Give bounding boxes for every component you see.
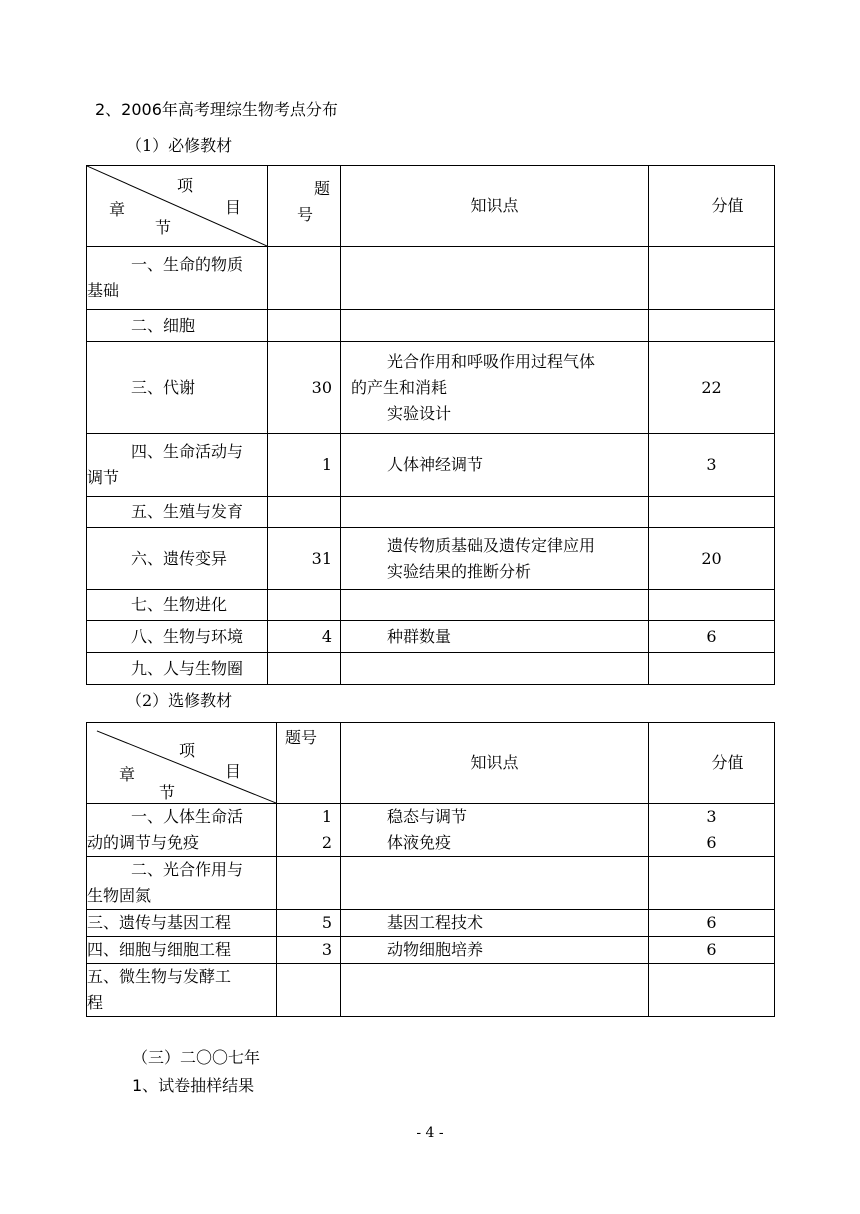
knowledge-cell bbox=[341, 910, 649, 937]
chapter-name: 五、生殖与发育 bbox=[131, 502, 244, 521]
knowledge-line: 动物细胞培养 bbox=[387, 940, 484, 959]
table-row bbox=[87, 342, 775, 434]
elective-materials-table bbox=[86, 722, 775, 1017]
score-cell bbox=[649, 310, 775, 342]
question-number-cell: 31 bbox=[268, 528, 341, 590]
header-num-line1: 题 bbox=[313, 179, 330, 198]
chapter-name: 九、人与生物圈 bbox=[131, 658, 244, 678]
knowledge-cell bbox=[341, 342, 649, 434]
table-header-row bbox=[87, 166, 775, 247]
knowledge-cell bbox=[341, 434, 649, 497]
knowledge-line: 实验设计 bbox=[387, 403, 452, 423]
chapter-name: 二、光合作用与 bbox=[131, 860, 244, 879]
table-row bbox=[87, 653, 775, 685]
question-number-cell bbox=[268, 247, 341, 310]
knowledge-header: 知识点 bbox=[341, 166, 649, 247]
chapter-name: 一、生命的物质 bbox=[131, 255, 244, 274]
knowledge-cell bbox=[341, 857, 649, 910]
chapter-cell bbox=[87, 590, 268, 621]
diag-label-category: 目 bbox=[225, 762, 242, 781]
score-header: 分值 bbox=[649, 723, 775, 804]
table-row bbox=[87, 964, 775, 1017]
chapter-cell bbox=[87, 310, 268, 342]
chapter-cell bbox=[87, 653, 268, 685]
chapter-name: 四、生命活动与 bbox=[131, 442, 244, 461]
question-number: 1 bbox=[321, 807, 332, 826]
chapter-name-cont: 动的调节与免疫 bbox=[87, 833, 200, 852]
required-materials-table bbox=[86, 165, 775, 685]
score-cell: 22 bbox=[649, 342, 775, 434]
table-row bbox=[87, 857, 775, 910]
table-row bbox=[87, 937, 775, 964]
chapter-cell bbox=[87, 910, 277, 937]
score-cell bbox=[649, 804, 775, 857]
score-cell: 6 bbox=[649, 937, 775, 964]
question-number-cell: 4 bbox=[268, 621, 341, 653]
table2-caption: （2）选修教材 bbox=[126, 691, 233, 710]
score-cell bbox=[649, 653, 775, 685]
knowledge-line: 的产生和消耗 bbox=[351, 377, 448, 397]
question-number-cell: 1 bbox=[268, 434, 341, 497]
knowledge-cell bbox=[341, 310, 649, 342]
score-cell bbox=[649, 964, 775, 1017]
chapter-cell bbox=[87, 434, 268, 497]
chapter-cell bbox=[87, 964, 277, 1017]
question-number-cell bbox=[277, 804, 341, 857]
knowledge-header: 知识点 bbox=[341, 723, 649, 804]
diag-label-item: 项 bbox=[179, 741, 196, 760]
knowledge-cell bbox=[341, 964, 649, 1017]
chapter-cell bbox=[87, 937, 277, 964]
question-number-cell: 5 bbox=[277, 910, 341, 937]
chapter-cell bbox=[87, 804, 277, 857]
knowledge-cell bbox=[341, 653, 649, 685]
knowledge-line: 基因工程技术 bbox=[387, 913, 484, 932]
section3-item: 1、试卷抽样结果 bbox=[132, 1076, 255, 1095]
knowledge-line: 光合作用和呼吸作用过程气体 bbox=[387, 351, 596, 371]
diag-label-category: 目 bbox=[225, 198, 242, 217]
knowledge-line: 人体神经调节 bbox=[387, 455, 484, 474]
chapter-name-cont: 生物固氮 bbox=[87, 886, 152, 905]
chapter-cell bbox=[87, 857, 277, 910]
score-header: 分值 bbox=[649, 166, 775, 247]
section-title: 2、2006年高考理综生物考点分布 bbox=[95, 100, 338, 119]
chapter-name: 五、微生物与发酵工 bbox=[87, 967, 232, 986]
chapter-name-cont: 基础 bbox=[87, 281, 120, 300]
chapter-name: 三、代谢 bbox=[131, 377, 196, 397]
chapter-cell bbox=[87, 497, 268, 528]
header-num-line2: 号 bbox=[297, 205, 314, 224]
chapter-cell bbox=[87, 342, 268, 434]
chapter-name: 二、细胞 bbox=[131, 315, 196, 335]
diag-label-item: 项 bbox=[177, 176, 194, 195]
score-cell bbox=[649, 857, 775, 910]
question-number-header: 题号 bbox=[277, 723, 341, 804]
diagonal-header-cell bbox=[87, 723, 277, 804]
score-value: 6 bbox=[706, 833, 717, 852]
table-row bbox=[87, 528, 775, 590]
knowledge-cell bbox=[341, 247, 649, 310]
score-cell: 6 bbox=[649, 910, 775, 937]
question-number-cell bbox=[268, 653, 341, 685]
knowledge-line: 稳态与调节 bbox=[387, 807, 468, 826]
score-cell bbox=[649, 247, 775, 310]
question-number: 2 bbox=[321, 833, 332, 852]
table1-caption: （1）必修教材 bbox=[126, 136, 233, 155]
chapter-name: 四、细胞与细胞工程 bbox=[87, 940, 232, 959]
knowledge-line: 遗传物质基础及遗传定律应用 bbox=[387, 535, 596, 555]
knowledge-cell bbox=[341, 804, 649, 857]
table-row bbox=[87, 804, 775, 857]
chapter-name: 七、生物进化 bbox=[131, 595, 228, 614]
chapter-name-cont: 程 bbox=[87, 993, 104, 1012]
table-row bbox=[87, 497, 775, 528]
knowledge-line: 种群数量 bbox=[387, 626, 452, 646]
chapter-cell bbox=[87, 528, 268, 590]
diag-label-section: 节 bbox=[159, 783, 176, 802]
score-value: 3 bbox=[706, 807, 717, 826]
table-row bbox=[87, 621, 775, 653]
score-cell bbox=[649, 497, 775, 528]
chapter-cell bbox=[87, 247, 268, 310]
table-header-row bbox=[87, 723, 775, 804]
table-row bbox=[87, 590, 775, 621]
question-number-cell: 3 bbox=[277, 937, 341, 964]
knowledge-line: 体液免疫 bbox=[387, 833, 452, 852]
question-number-cell bbox=[277, 857, 341, 910]
table-row bbox=[87, 310, 775, 342]
chapter-cell bbox=[87, 621, 268, 653]
section3-title: （三）二〇〇七年 bbox=[132, 1048, 261, 1067]
question-number-header bbox=[268, 166, 341, 247]
chapter-name: 一、人体生命活 bbox=[131, 807, 244, 826]
question-number-cell bbox=[268, 590, 341, 621]
question-number-cell bbox=[277, 964, 341, 1017]
diag-label-chapter: 章 bbox=[109, 200, 126, 219]
diagonal-header-cell bbox=[87, 166, 268, 247]
page-number: - 4 - bbox=[416, 1125, 444, 1141]
score-cell: 3 bbox=[649, 434, 775, 497]
table-row bbox=[87, 247, 775, 310]
diag-label-chapter: 章 bbox=[119, 765, 136, 784]
diag-label-section: 节 bbox=[155, 218, 172, 237]
question-number-cell bbox=[268, 310, 341, 342]
knowledge-cell bbox=[341, 590, 649, 621]
knowledge-cell bbox=[341, 937, 649, 964]
chapter-name: 三、遗传与基因工程 bbox=[87, 913, 232, 932]
chapter-name: 六、遗传变异 bbox=[131, 548, 228, 568]
chapter-name-cont: 调节 bbox=[87, 468, 120, 487]
table-row bbox=[87, 910, 775, 937]
chapter-name: 八、生物与环境 bbox=[131, 626, 244, 646]
question-number-cell: 30 bbox=[268, 342, 341, 434]
table-row bbox=[87, 434, 775, 497]
score-cell: 20 bbox=[649, 528, 775, 590]
knowledge-cell bbox=[341, 528, 649, 590]
question-number-cell bbox=[268, 497, 341, 528]
knowledge-cell bbox=[341, 497, 649, 528]
score-cell: 6 bbox=[649, 621, 775, 653]
score-cell bbox=[649, 590, 775, 621]
knowledge-line: 实验结果的推断分析 bbox=[387, 561, 532, 581]
knowledge-cell bbox=[341, 621, 649, 653]
